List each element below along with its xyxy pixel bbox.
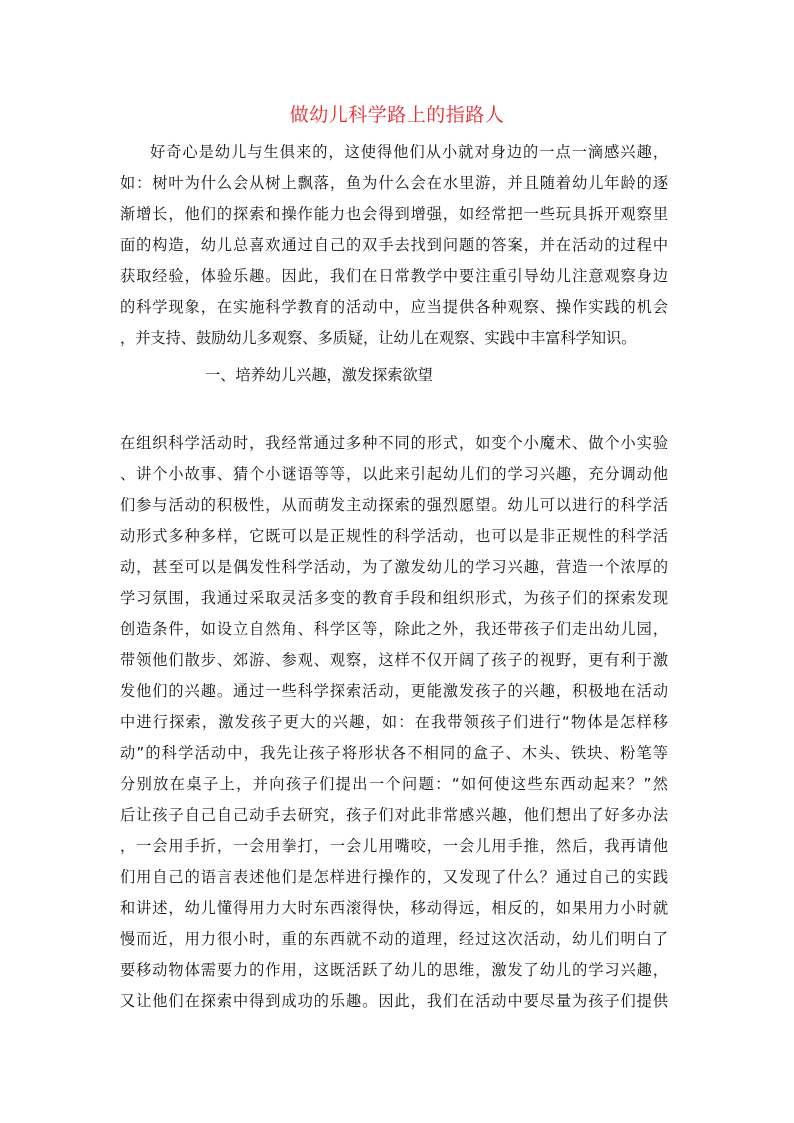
body-line-5: 动，甚至可以是偶发性科学活动，为了激发幼儿的学习兴趣，营造一个浓厚的 — [120, 558, 668, 576]
body-line-11: 动”的科学活动中，我先让孩子将形状各不相同的盒子、木头、铁块、粉笔等 — [120, 744, 668, 762]
body-line-16: 和讲述，幼儿懂得用力大时东西滚得快，移动得远，相反的，如果用力小时就 — [120, 899, 668, 917]
document-title: 做幼儿科学路上的指路人 — [289, 104, 505, 126]
intro-line-1: 好奇心是幼儿与生俱来的，这使得他们从小就对身边的一点一滴感兴趣， — [150, 143, 668, 161]
body-line-17: 慢而近，用力很小时，重的东西就不动的道理，经过这次活动，幼儿们明白了 — [120, 930, 668, 948]
body-line-14: ，一会用手折，一会用拳打，一会儿用嘴咬，一会儿用手推，然后，我再请他 — [120, 837, 668, 855]
body-line-12: 分别放在桌子上，并向孩子们提出一个问题：“如何使这些东西动起来？”然 — [120, 775, 668, 793]
body-line-2: 、讲个小故事、猜个小谜语等等，以此来引起幼儿们的学习兴趣，充分调动他 — [120, 465, 668, 483]
intro-line-7: ，并支持、鼓励幼儿多观察、多质疑，让幼儿在观察、实践中丰富科学知识。 — [120, 329, 637, 347]
intro-line-2: 如：树叶为什么会从树上飘落，鱼为什么会在水里游，并且随着幼儿年龄的逐 — [120, 174, 668, 192]
intro-line-6: 的科学现象，在实施科学教育的活动中，应当提供各种观察、操作实践的机会 — [120, 298, 668, 316]
body-line-8: 带领他们散步、郊游、参观、观察，这样不仅开阔了孩子的视野，更有利于激 — [120, 651, 668, 669]
body-line-13: 后让孩子自己自己动手去研究，孩子们对此非常感兴趣，他们想出了好多办法 — [120, 806, 668, 824]
body-line-18: 要移动物体需要力的作用，这既活跃了幼儿的思维，激发了幼儿的学习兴趣， — [120, 961, 668, 979]
body-line-10: 中进行探索，激发孩子更大的兴趣，如：在我带领孩子们进行“物体是怎样移 — [120, 713, 668, 731]
body-line-9: 发他们的兴趣。通过一些科学探索活动，更能激发孩子的兴趣，积极地在活动 — [120, 682, 668, 700]
section-heading: 一、培养幼儿兴趣，激发探索欲望 — [205, 366, 433, 384]
intro-line-3: 渐增长，他们的探索和操作能力也会得到增强，如经常把一些玩具拆开观察里 — [120, 205, 668, 223]
body-line-1: 在组织科学活动时，我经常通过多种不同的形式，如变个小魔术、做个小实验 — [120, 434, 668, 452]
body-line-19: 又让他们在探索中得到成功的乐趣。因此，我们在活动中要尽量为孩子们提供 — [120, 992, 668, 1010]
intro-line-5: 获取经验，体验乐趣。因此，我们在日常教学中要注重引导幼儿注意观察身边 — [120, 267, 668, 285]
body-line-4: 动形式多种多样，它既可以是正规性的科学活动，也可以是非正规性的科学活 — [120, 527, 668, 545]
body-line-7: 创造条件，如设立自然角、科学区等，除此之外，我还带孩子们走出幼儿园， — [120, 620, 668, 638]
body-line-6: 学习氛围，我通过采取灵活多变的教育手段和组织形式，为孩子们的探索发现 — [120, 589, 668, 607]
intro-line-4: 面的构造，幼儿总喜欢通过自己的双手去找到问题的答案，并在活动的过程中 — [120, 236, 668, 254]
body-line-3: 们参与活动的积极性，从而萌发主动探索的强烈愿望。幼儿可以进行的科学活 — [120, 496, 668, 514]
body-line-15: 们用自己的语言表述他们是怎样进行操作的，又发现了什么？通过自己的实践 — [120, 868, 668, 886]
